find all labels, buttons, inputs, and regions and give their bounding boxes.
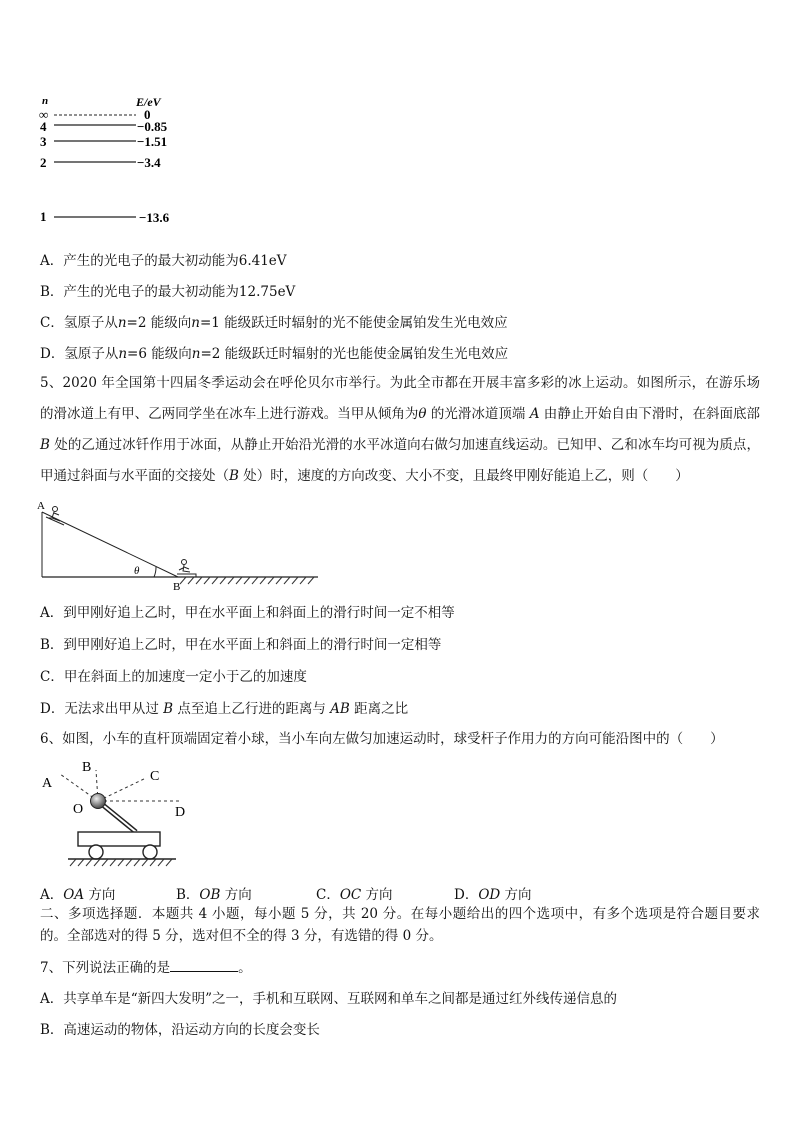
math-var: OB xyxy=(199,887,221,903)
option-letter: D． xyxy=(454,887,479,903)
math-var: B xyxy=(163,701,174,717)
question-number: 5、 xyxy=(40,375,63,391)
answer-blank[interactable] xyxy=(170,958,238,972)
point-a-label: A xyxy=(37,500,45,512)
option-text: 方向 xyxy=(361,887,393,903)
theta-label: θ xyxy=(134,565,140,577)
label-b: B xyxy=(82,760,92,775)
math-var: θ xyxy=(418,406,427,422)
level-e-4: −0.85 xyxy=(137,119,168,134)
stem-text: 下列说法正确的是 xyxy=(62,960,171,976)
option-text: 方向 xyxy=(220,887,252,903)
wheel-left xyxy=(89,845,103,859)
option-letter: B． xyxy=(176,887,200,903)
option-text: 产生的光电子的最大初动能为12.75eV xyxy=(63,284,296,300)
option-text: 甲在斜面上的加速度一定小于乙的加速度 xyxy=(63,669,307,685)
level-n-4: 4 xyxy=(40,119,47,134)
math-var: OD xyxy=(478,887,501,903)
option-text: =2 能级跃迁时辐射的光也能使金属铂发生光电效应 xyxy=(200,346,509,362)
q6-option-a[interactable] xyxy=(40,883,115,903)
label-c: C xyxy=(150,769,160,784)
q7-stem xyxy=(40,956,252,976)
option-letter: C． xyxy=(316,887,340,903)
option-letter: B． xyxy=(40,284,64,300)
q5-option-a[interactable] xyxy=(40,601,455,621)
q4-option-c[interactable] xyxy=(40,311,508,331)
cart-body xyxy=(78,832,160,846)
ground-hatching xyxy=(180,577,314,584)
math-var: A xyxy=(529,406,540,422)
q4-option-a[interactable] xyxy=(40,249,287,269)
stem-text: 由静止开始自由下滑时，在斜面底部 xyxy=(539,406,761,422)
cart-figure xyxy=(38,756,198,872)
option-letter: A． xyxy=(40,991,64,1007)
math-var: n xyxy=(191,346,201,362)
math-var: n xyxy=(191,315,200,331)
math-var: B xyxy=(229,468,239,484)
cart-ground-hatching xyxy=(70,859,172,866)
option-text: =2 能级向 xyxy=(126,315,192,331)
option-text: 点至追上乙行进的距离与 xyxy=(173,701,331,717)
option-letter: B． xyxy=(40,637,64,653)
option-letter: B． xyxy=(40,1022,64,1038)
label-o: O xyxy=(73,802,84,817)
point-b-label: B xyxy=(173,581,181,590)
math-var: B xyxy=(40,437,50,453)
option-text: 距离之比 xyxy=(349,701,409,717)
energy-axis-header: E/eV xyxy=(136,95,161,109)
level-e-3: −1.51 xyxy=(137,134,168,149)
q6-option-c[interactable] xyxy=(316,883,393,903)
option-letter: A． xyxy=(40,253,64,269)
ball xyxy=(91,794,106,809)
question-number: 7、 xyxy=(40,960,63,976)
stem-text: 处的乙通过冰钎作用于冰面，从静止开始沿光滑的水平冰道向右做匀加速直线运动。已知甲、乙和冰车均可视为质点，甲通过斜面与水平面的交接处（ xyxy=(40,437,760,484)
q4-option-b[interactable] xyxy=(40,280,295,300)
label-d: D xyxy=(175,805,186,820)
option-letter: D． xyxy=(40,701,65,717)
q6-stem xyxy=(40,727,724,747)
option-text: 高速运动的物体，沿运动方向的长度会变长 xyxy=(63,1022,320,1038)
incline-figure xyxy=(34,496,324,590)
option-letter: C． xyxy=(40,669,64,685)
stem-text: 的光滑冰道顶端 xyxy=(426,406,530,422)
q5-option-d[interactable] xyxy=(40,697,408,717)
energy-level-diagram xyxy=(36,90,196,230)
option-letter: A． xyxy=(40,605,64,621)
q6-option-d[interactable] xyxy=(454,883,532,903)
q5-option-c[interactable] xyxy=(40,665,307,685)
section-2-instructions xyxy=(40,903,760,947)
option-text: =1 能级跃迁时辐射的光不能使金属铂发生光电效应 xyxy=(199,315,508,331)
math-var: OA xyxy=(63,887,85,903)
stem-text: 2020 年全国第十四届冬季运动会在呼伦贝尔市举行。为此全市都在开展丰富多彩的冰上运动。如图所示，在游乐场的滑冰道上有甲、乙两同学坐在冰车上进行游戏。当甲从倾角为 xyxy=(40,375,760,422)
option-text: 无法求出甲从过 xyxy=(64,701,164,717)
level-n-1: 1 xyxy=(40,209,47,224)
theta-arc xyxy=(154,567,156,577)
person-on-sled-b xyxy=(177,560,196,578)
q4-option-d[interactable] xyxy=(40,342,508,362)
option-text: 到甲刚好追上乙时，甲在水平面上和斜面上的滑行时间一定相等 xyxy=(63,637,442,653)
wheel-right xyxy=(143,845,157,859)
section-text: 本题共 4 小题，每小题 5 分，共 20 分。在每小题给出的四个选项中，有多个选项是符合题目要求的。全部选对的得 5 分，选对但不全的得 3 分，有选错的得 0 分。 xyxy=(40,906,760,944)
label-a: A xyxy=(42,776,53,791)
q5-stem xyxy=(40,368,760,492)
option-text: 氢原子从 xyxy=(63,315,118,331)
math-var: OC xyxy=(339,887,362,903)
math-var: n xyxy=(118,346,128,362)
option-letter: D． xyxy=(40,346,65,362)
stem-text: 处）时，速度的方向改变、大小不变，且最终甲刚好能追上乙，则（ ） xyxy=(238,468,689,484)
level-n-2: 2 xyxy=(40,155,47,170)
option-text: 产生的光电子的最大初动能为6.41eV xyxy=(63,253,287,269)
q7-option-b[interactable] xyxy=(40,1018,320,1038)
option-text: 方向 xyxy=(500,887,532,903)
q5-option-b[interactable] xyxy=(40,633,441,653)
stem-text: 如图，小车的直杆顶端固定着小球，当小车向左做匀加速运动时，球受杆子作用力的方向可能沿图中的（ ） xyxy=(62,731,724,747)
option-text: 共享单车是“新四大发明”之一，手机和互联网、互联网和单车之间都是通过红外线传递信息的 xyxy=(63,991,618,1007)
incline-slope xyxy=(42,512,178,577)
n-axis-header: n xyxy=(42,95,49,107)
math-var: AB xyxy=(330,701,350,717)
q7-option-a[interactable] xyxy=(40,987,617,1007)
level-e-2: −3.4 xyxy=(137,155,161,170)
section-title: 二、多项选择题． xyxy=(40,906,152,922)
option-letter: A． xyxy=(40,887,64,903)
level-n-inf: ∞ xyxy=(39,107,49,122)
option-text: 氢原子从 xyxy=(64,346,119,362)
option-text: =6 能级向 xyxy=(127,346,192,362)
stem-text: 。 xyxy=(238,960,252,976)
option-letter: C． xyxy=(40,315,64,331)
level-e-1: −13.6 xyxy=(139,210,170,225)
question-number: 6、 xyxy=(40,731,63,747)
direction-lines xyxy=(60,770,180,801)
option-text: 方向 xyxy=(84,887,116,903)
level-n-3: 3 xyxy=(40,134,47,149)
option-text: 到甲刚好追上乙时，甲在水平面上和斜面上的滑行时间一定不相等 xyxy=(63,605,455,621)
math-var: n xyxy=(117,315,127,331)
q6-option-b[interactable] xyxy=(176,883,252,903)
level-e-inf: 0 xyxy=(144,107,151,122)
